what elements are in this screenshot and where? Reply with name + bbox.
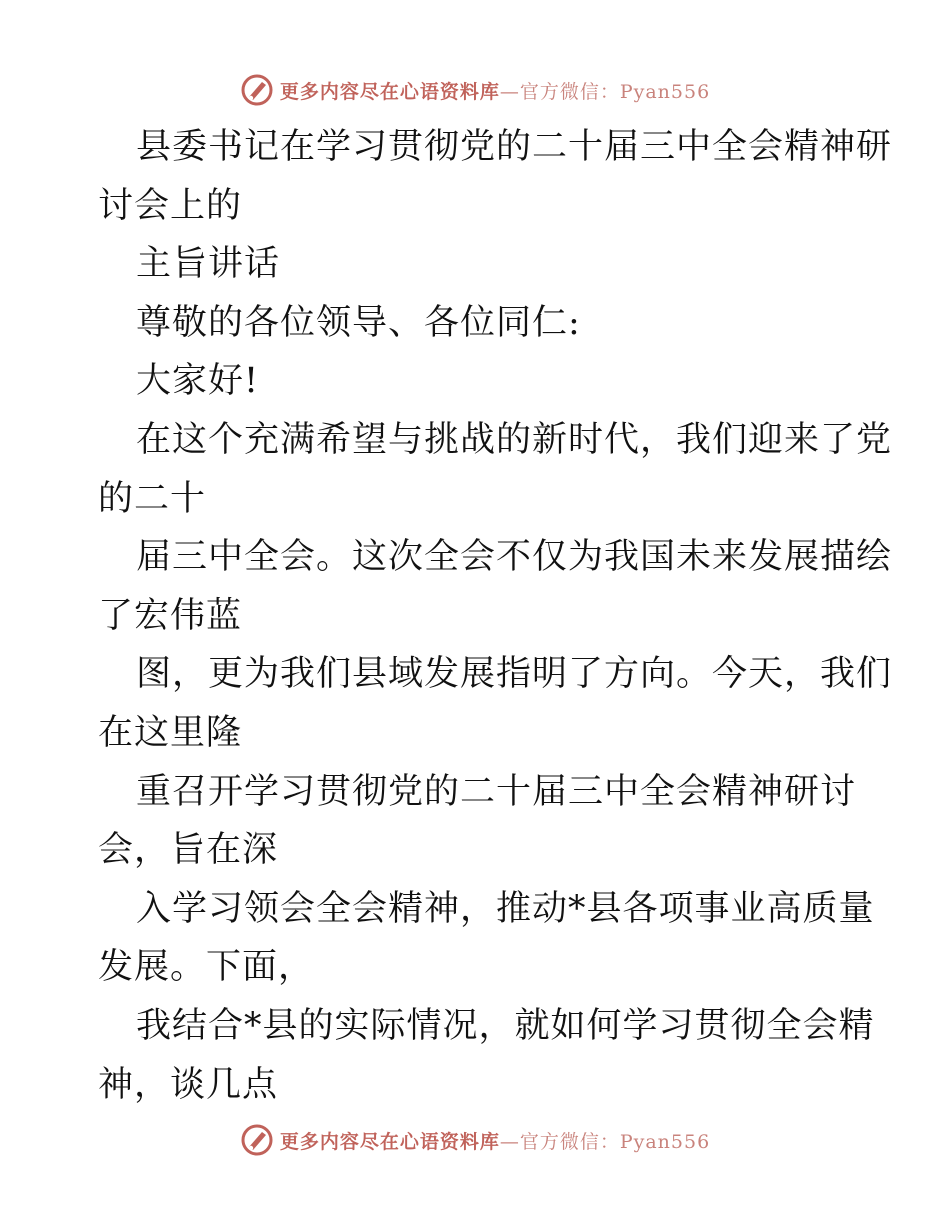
text-line: 我结合*县的实际情况，就如何学习贯彻全会精 — [136, 1005, 875, 1046]
watermark-text — [280, 77, 710, 104]
watermark-header — [0, 70, 950, 110]
text-line: 主旨讲话 — [136, 244, 281, 285]
watermark-brand: 更多内容尽在心语资料库 — [279, 80, 500, 103]
text-line: 发展。下面， — [98, 947, 315, 988]
watermark-footer — [0, 1120, 950, 1160]
text-line: 了宏伟蓝 — [98, 595, 243, 636]
text-line: 重召开学习贯彻党的二十届三中全会精神研讨 — [136, 771, 857, 812]
text-line: 县委书记在学习贯彻党的二十届三中全会精神研 — [136, 127, 893, 167]
text-line: 会，旨在深 — [98, 830, 279, 871]
watermark-suffix: —官方微信：Pyan556 — [499, 80, 711, 103]
text-line: 神，谈几点 — [98, 1064, 279, 1105]
watermark-text — [280, 1127, 710, 1154]
text-line: 图，更为我们县域发展指明了方向。今天，我们 — [136, 654, 893, 695]
watermark-brand: 更多内容尽在心语资料库 — [279, 1130, 500, 1153]
text-line: 入学习领会全会精神，推动*县各项事业高质量 — [136, 888, 875, 929]
text-line: 讨会上的 — [98, 185, 243, 226]
text-line: 尊敬的各位领导、各位同仁: — [136, 302, 581, 343]
text-line: 在这个充满希望与挑战的新时代，我们迎来了党 — [136, 419, 893, 460]
text-line: 大家好! — [136, 361, 260, 402]
text-line: 的二十 — [98, 478, 207, 519]
watermark-suffix: —官方微信：Pyan556 — [499, 1130, 711, 1153]
pen-circle-logo-icon — [240, 73, 274, 107]
document-body — [98, 118, 893, 1114]
text-line: 届三中全会。这次全会不仅为我国未来发展描绘 — [136, 537, 893, 578]
text-line: 在这里隆 — [98, 712, 243, 753]
pen-circle-logo-icon — [240, 1123, 274, 1157]
